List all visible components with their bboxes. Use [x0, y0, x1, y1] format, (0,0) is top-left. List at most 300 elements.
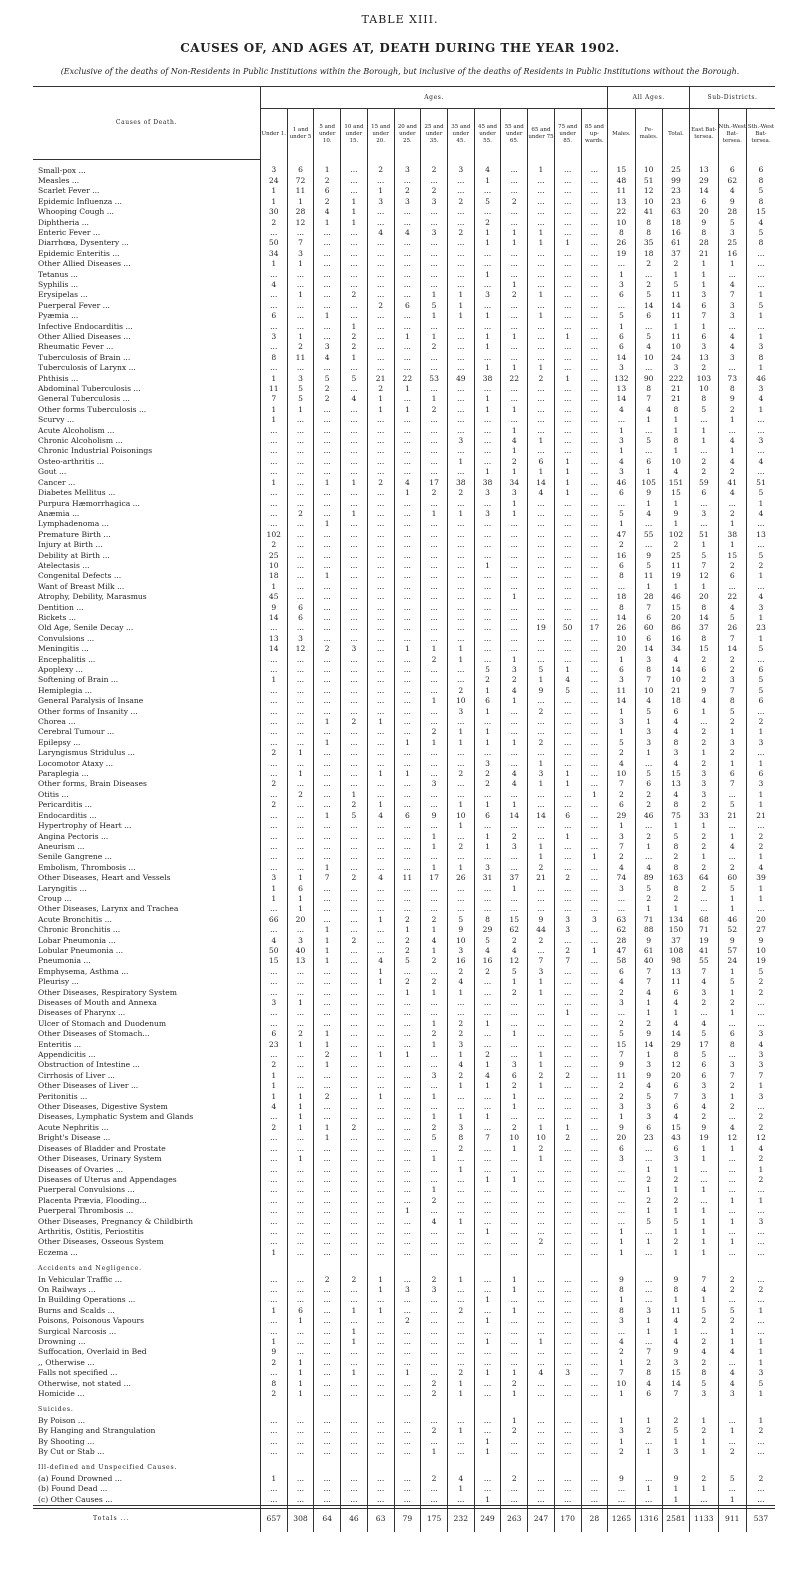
table-row: [33, 988, 775, 998]
count-cell: ...: [501, 1040, 528, 1050]
count-cell: 15: [718, 551, 746, 561]
count-cell: 2: [447, 967, 474, 977]
count-cell: 1: [608, 707, 635, 717]
count-cell: 4: [447, 1474, 474, 1484]
count-cell: ...: [394, 717, 421, 727]
count-cell: ...: [635, 322, 662, 332]
count-cell: ...: [367, 1484, 394, 1494]
count-cell: 20: [690, 207, 718, 217]
count-cell: ...: [581, 1040, 608, 1050]
count-cell: ...: [314, 228, 341, 238]
count-cell: ...: [287, 311, 314, 321]
table-row: [33, 1248, 775, 1258]
count-cell: ...: [394, 238, 421, 248]
count-cell: ...: [554, 634, 581, 644]
cause-name: By Hanging and Strangulation: [38, 1426, 156, 1436]
count-cell: ...: [474, 655, 501, 665]
count-cell: 2: [447, 1019, 474, 1029]
count-cell: ...: [581, 1019, 608, 1029]
count-cell: ...: [528, 207, 555, 217]
count-cell: ...: [474, 259, 501, 269]
count-cell: ...: [260, 1196, 287, 1206]
count-cell: 2: [501, 936, 528, 946]
count-cell: 1: [447, 457, 474, 467]
count-cell: ...: [746, 1102, 775, 1112]
count-cell: ...: [367, 582, 394, 592]
count-cell: ...: [367, 696, 394, 706]
count-cell: 4: [662, 998, 689, 1008]
count-cell: 14: [690, 186, 718, 196]
cause-name: Want of Breast Milk ...: [38, 581, 125, 591]
count-cell: 1: [341, 1368, 368, 1378]
cause-name: Old Age, Senile Decay ...: [38, 623, 134, 633]
count-cell: ...: [421, 176, 448, 186]
count-cell: 4: [501, 769, 528, 779]
count-cell: 1: [690, 1447, 718, 1457]
count-cell: ...: [421, 1484, 448, 1494]
count-cell: ...: [341, 1008, 368, 1018]
count-cell: 34: [260, 249, 287, 259]
count-cell: 4: [718, 1347, 746, 1357]
cause-name: Burns and Scalds ...: [38, 1305, 115, 1315]
cause-name: Arthritis, Ostitis, Periostitis: [38, 1226, 144, 1236]
count-cell: 3: [474, 759, 501, 769]
table-row: [33, 592, 775, 602]
count-cell: 3: [718, 228, 746, 238]
count-cell: 30: [260, 207, 287, 217]
count-cell: 2: [635, 790, 662, 800]
count-cell: 1: [554, 332, 581, 342]
count-cell: ...: [260, 655, 287, 665]
count-cell: 4: [718, 1379, 746, 1389]
count-cell: ...: [367, 342, 394, 352]
count-cell: 1: [447, 1217, 474, 1227]
count-cell: ...: [581, 1447, 608, 1457]
count-cell: ...: [260, 696, 287, 706]
count-cell: ...: [341, 884, 368, 894]
count-cell: 1: [501, 228, 528, 238]
count-cell: 24: [662, 353, 689, 363]
count-cell: ...: [367, 904, 394, 914]
count-cell: 47: [608, 530, 635, 540]
count-cell: 1: [447, 509, 474, 519]
cause-name: Cirrhosis of Liver ...: [38, 1070, 115, 1080]
count-cell: 3: [718, 301, 746, 311]
count-cell: ...: [394, 603, 421, 613]
count-cell: ...: [581, 1175, 608, 1185]
count-cell: 7: [635, 675, 662, 685]
count-cell: ...: [260, 623, 287, 633]
count-cell: 21: [528, 873, 555, 883]
count-cell: 2: [421, 488, 448, 498]
count-cell: 1: [635, 1416, 662, 1426]
count-cell: 9: [260, 603, 287, 613]
count-cell: ...: [528, 1347, 555, 1357]
header-col: Nth.-West Bat-tersea.: [718, 109, 746, 160]
count-cell: ...: [314, 1484, 341, 1494]
count-cell: 1: [474, 1337, 501, 1347]
count-cell: ...: [554, 1144, 581, 1154]
count-cell: 3: [554, 915, 581, 925]
count-cell: ...: [746, 1484, 775, 1494]
count-cell: ...: [635, 1285, 662, 1295]
count-cell: ...: [581, 207, 608, 217]
count-cell: ...: [394, 613, 421, 623]
count-cell: 1: [746, 790, 775, 800]
header-col: 20 and under 25.: [394, 109, 421, 160]
count-cell: ...: [367, 1123, 394, 1133]
count-cell: ...: [554, 353, 581, 363]
empty-cell: [314, 1399, 341, 1415]
count-cell: 38: [474, 374, 501, 384]
count-cell: ...: [474, 551, 501, 561]
count-cell: ...: [314, 1306, 341, 1316]
count-cell: ...: [394, 998, 421, 1008]
count-cell: ...: [394, 1337, 421, 1347]
count-cell: 2: [421, 956, 448, 966]
cause-name: (c) Other Causes ...: [38, 1494, 113, 1504]
count-cell: ...: [554, 249, 581, 259]
count-cell: ...: [421, 894, 448, 904]
count-cell: 8: [718, 1040, 746, 1050]
count-cell: ...: [501, 1185, 528, 1195]
count-cell: ...: [581, 571, 608, 581]
count-cell: 6: [287, 1306, 314, 1316]
count-cell: ...: [260, 457, 287, 467]
count-cell: 6: [608, 342, 635, 352]
header-col: 5 and under 10.: [314, 109, 341, 160]
table-row: [33, 218, 775, 228]
count-cell: 3: [474, 488, 501, 498]
count-cell: 5: [635, 707, 662, 717]
count-cell: 2: [608, 1447, 635, 1457]
count-cell: ...: [367, 551, 394, 561]
count-cell: ...: [554, 800, 581, 810]
count-cell: 4: [690, 1019, 718, 1029]
count-cell: 14: [608, 353, 635, 363]
count-cell: ...: [341, 436, 368, 446]
header-ages: Ages.: [260, 86, 607, 109]
count-cell: 1: [474, 707, 501, 717]
count-cell: 15: [662, 1368, 689, 1378]
table-row: [33, 936, 775, 946]
count-cell: ...: [447, 176, 474, 186]
count-cell: ...: [581, 1227, 608, 1237]
count-cell: ...: [554, 1237, 581, 1247]
count-cell: 14: [662, 1029, 689, 1039]
count-cell: 8: [662, 800, 689, 810]
count-cell: ...: [314, 426, 341, 436]
count-cell: 1: [501, 1092, 528, 1102]
count-cell: 6: [746, 769, 775, 779]
count-cell: 28: [635, 592, 662, 602]
count-cell: 2: [746, 832, 775, 842]
count-cell: 1: [554, 769, 581, 779]
count-cell: ...: [528, 1102, 555, 1112]
count-cell: ...: [690, 1327, 718, 1337]
count-cell: 1: [528, 290, 555, 300]
count-cell: 2: [314, 644, 341, 654]
count-cell: 24: [260, 176, 287, 186]
count-cell: 1: [662, 499, 689, 509]
count-cell: 7: [528, 956, 555, 966]
count-cell: 2: [635, 1426, 662, 1436]
count-cell: 1: [314, 519, 341, 529]
count-cell: ...: [746, 540, 775, 550]
count-cell: 1: [746, 405, 775, 415]
count-cell: 1: [690, 322, 718, 332]
count-cell: ...: [554, 967, 581, 977]
count-cell: 2: [501, 832, 528, 842]
count-cell: 50: [260, 238, 287, 248]
count-cell: 1: [314, 1133, 341, 1143]
count-cell: 25: [662, 159, 689, 176]
count-cell: ...: [367, 623, 394, 633]
count-cell: 8: [608, 228, 635, 238]
count-cell: ...: [367, 207, 394, 217]
count-cell: ...: [528, 727, 555, 737]
count-cell: ...: [501, 1196, 528, 1206]
count-cell: ...: [501, 894, 528, 904]
count-cell: 1: [421, 1185, 448, 1195]
cause-name: Diseases of Uterus and Appendages: [38, 1174, 177, 1184]
count-cell: 1: [394, 405, 421, 415]
count-cell: ...: [287, 863, 314, 873]
count-cell: 4: [746, 1144, 775, 1154]
table-row: [33, 571, 775, 581]
count-cell: ...: [421, 1165, 448, 1175]
count-cell: ...: [367, 561, 394, 571]
count-cell: ...: [746, 1275, 775, 1285]
count-cell: 1: [421, 925, 448, 935]
count-cell: ...: [341, 457, 368, 467]
count-cell: ...: [394, 1102, 421, 1112]
count-cell: ...: [394, 707, 421, 717]
count-cell: 1: [421, 644, 448, 654]
count-cell: ...: [260, 301, 287, 311]
count-cell: 1: [474, 800, 501, 810]
count-cell: ...: [501, 904, 528, 914]
count-cell: ...: [528, 1112, 555, 1122]
count-cell: 3: [608, 1316, 635, 1326]
count-cell: ...: [501, 1008, 528, 1018]
count-cell: 1: [287, 904, 314, 914]
count-cell: ...: [581, 655, 608, 665]
count-cell: 3: [690, 988, 718, 998]
count-cell: ...: [528, 571, 555, 581]
count-cell: ...: [287, 1495, 314, 1506]
count-cell: ...: [287, 582, 314, 592]
table-body: [33, 159, 775, 1532]
count-cell: 3: [608, 280, 635, 290]
count-cell: ...: [341, 301, 368, 311]
count-cell: ...: [528, 1416, 555, 1426]
count-cell: ...: [394, 1196, 421, 1206]
count-cell: 2: [260, 540, 287, 550]
count-cell: ...: [314, 301, 341, 311]
count-cell: 4: [608, 977, 635, 987]
count-cell: ...: [718, 1295, 746, 1305]
count-cell: 46: [635, 811, 662, 821]
count-cell: ...: [581, 176, 608, 186]
count-cell: 2: [447, 1144, 474, 1154]
count-cell: ...: [341, 551, 368, 561]
table-row: [33, 1196, 775, 1206]
count-cell: ...: [554, 655, 581, 665]
count-cell: 2: [718, 467, 746, 477]
count-cell: ...: [528, 446, 555, 456]
count-cell: 2: [528, 1237, 555, 1247]
count-cell: 20: [662, 613, 689, 623]
count-cell: 75: [662, 811, 689, 821]
count-cell: ...: [421, 1316, 448, 1326]
count-cell: 2: [341, 342, 368, 352]
count-cell: 1: [474, 270, 501, 280]
count-cell: 1: [394, 1368, 421, 1378]
empty-cell: [341, 1399, 368, 1415]
count-cell: ...: [287, 1008, 314, 1018]
empty-cell: [474, 1457, 501, 1473]
count-cell: 1: [746, 884, 775, 894]
count-cell: 5: [635, 769, 662, 779]
count-cell: 1: [528, 675, 555, 685]
count-cell: ...: [447, 530, 474, 540]
count-cell: 4: [501, 436, 528, 446]
count-cell: ...: [447, 561, 474, 571]
count-cell: 1: [447, 863, 474, 873]
count-cell: ...: [746, 1227, 775, 1237]
count-cell: ...: [367, 1237, 394, 1247]
count-cell: 2: [447, 1071, 474, 1081]
count-cell: ...: [341, 1358, 368, 1368]
count-cell: ...: [581, 998, 608, 1008]
count-cell: 22: [718, 592, 746, 602]
count-cell: ...: [447, 499, 474, 509]
count-cell: 18: [608, 592, 635, 602]
count-cell: ...: [635, 363, 662, 373]
count-cell: ...: [554, 1050, 581, 1060]
count-cell: 1: [474, 842, 501, 852]
count-cell: 8: [662, 738, 689, 748]
count-cell: 15: [608, 159, 635, 176]
count-cell: 1: [260, 894, 287, 904]
count-cell: ...: [746, 1206, 775, 1216]
empty-cell: [474, 1258, 501, 1274]
count-cell: 7: [635, 967, 662, 977]
count-cell: 1: [260, 478, 287, 488]
count-cell: 8: [718, 384, 746, 394]
count-cell: 1: [314, 936, 341, 946]
header-col: 10 and under 15.: [341, 109, 368, 160]
count-cell: 6: [394, 811, 421, 821]
count-cell: 4: [718, 280, 746, 290]
count-cell: 2: [635, 894, 662, 904]
count-cell: ...: [394, 790, 421, 800]
count-cell: ...: [554, 1426, 581, 1436]
count-cell: ...: [314, 259, 341, 269]
count-cell: ...: [314, 561, 341, 571]
count-cell: ...: [260, 790, 287, 800]
count-cell: ...: [287, 1060, 314, 1070]
count-cell: 2: [341, 1123, 368, 1133]
count-cell: 1: [690, 1237, 718, 1247]
count-cell: 33: [690, 811, 718, 821]
count-cell: ...: [528, 832, 555, 842]
count-cell: ...: [474, 280, 501, 290]
count-cell: 6: [474, 811, 501, 821]
count-cell: 1: [421, 832, 448, 842]
count-cell: ...: [581, 1285, 608, 1295]
count-cell: ...: [608, 1327, 635, 1337]
count-cell: ...: [421, 582, 448, 592]
cause-name: Pleurisy ...: [38, 977, 79, 987]
count-cell: 2: [718, 509, 746, 519]
count-cell: ...: [367, 457, 394, 467]
count-cell: ...: [287, 665, 314, 675]
count-cell: 3: [746, 384, 775, 394]
table-row: [33, 769, 775, 779]
count-cell: ...: [474, 1474, 501, 1484]
count-cell: ...: [341, 967, 368, 977]
total-cell: 63: [367, 1506, 394, 1533]
count-cell: 2: [287, 509, 314, 519]
count-cell: ...: [287, 530, 314, 540]
count-cell: ...: [447, 342, 474, 352]
table-row: [33, 1337, 775, 1347]
count-cell: 51: [635, 176, 662, 186]
cause-name: Infective Endocarditis ...: [38, 321, 133, 331]
count-cell: 2: [718, 998, 746, 1008]
count-cell: 23: [746, 623, 775, 633]
count-cell: 1: [474, 467, 501, 477]
count-cell: 1: [474, 561, 501, 571]
count-cell: 2: [746, 977, 775, 987]
count-cell: 2: [528, 374, 555, 384]
count-cell: ...: [421, 1416, 448, 1426]
count-cell: 5: [341, 811, 368, 821]
count-cell: 55: [690, 956, 718, 966]
count-cell: 5: [690, 1306, 718, 1316]
count-cell: 14: [608, 613, 635, 623]
count-cell: ...: [260, 426, 287, 436]
count-cell: ...: [394, 551, 421, 561]
count-cell: ...: [287, 478, 314, 488]
count-cell: 1: [528, 977, 555, 987]
count-cell: 3: [501, 1060, 528, 1070]
count-cell: 1: [528, 311, 555, 321]
count-cell: 2: [421, 1379, 448, 1389]
count-cell: ...: [314, 332, 341, 342]
count-cell: ...: [474, 1379, 501, 1389]
count-cell: ...: [581, 592, 608, 602]
count-cell: ...: [341, 1285, 368, 1295]
count-cell: ...: [581, 249, 608, 259]
count-cell: ...: [718, 499, 746, 509]
count-cell: ...: [554, 582, 581, 592]
count-cell: ...: [501, 603, 528, 613]
count-cell: 1: [718, 415, 746, 425]
count-cell: ...: [554, 1029, 581, 1039]
count-cell: 1: [662, 322, 689, 332]
count-cell: ...: [394, 1092, 421, 1102]
count-cell: ...: [474, 1358, 501, 1368]
count-cell: 14: [501, 811, 528, 821]
count-cell: ...: [260, 1316, 287, 1326]
count-cell: 1: [746, 1337, 775, 1347]
cause-name: Other Diseases, Urinary System: [38, 1154, 162, 1164]
count-cell: 1: [608, 1389, 635, 1399]
count-cell: ...: [554, 394, 581, 404]
